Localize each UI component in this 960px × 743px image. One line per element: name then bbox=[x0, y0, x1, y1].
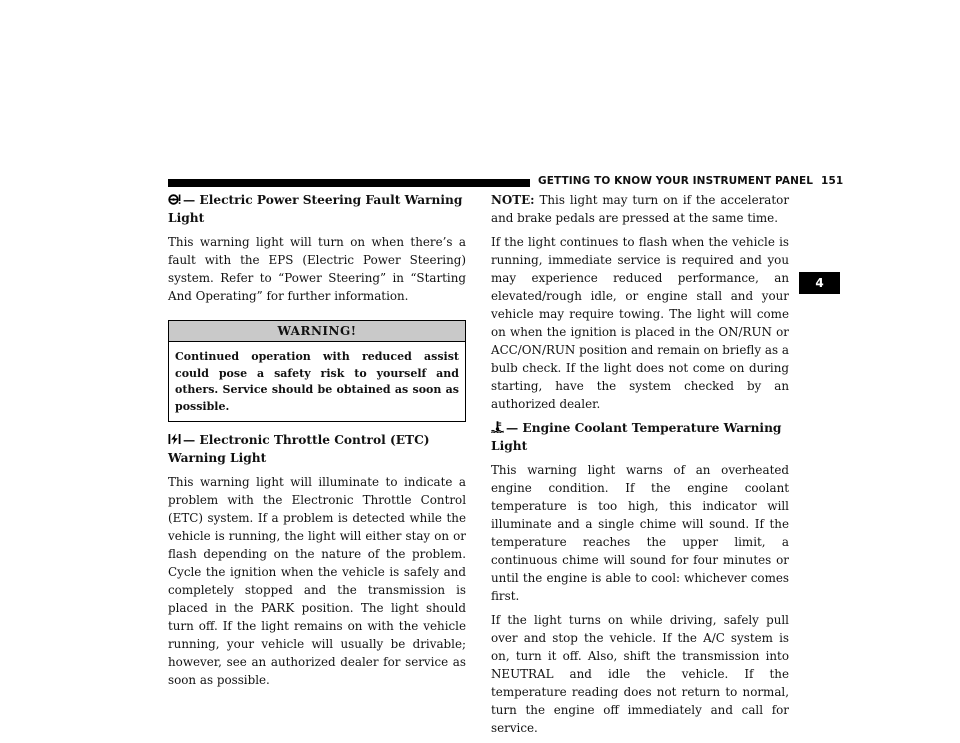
warning-title: WARNING! bbox=[169, 321, 465, 342]
coolant-heading bbox=[491, 419, 789, 455]
note-label: NOTE: bbox=[491, 193, 535, 207]
coolant-heading-text: — Engine Coolant Temperature Warning Light bbox=[491, 421, 782, 453]
left-column bbox=[168, 191, 466, 695]
etc-body: This warning light will illuminate to indicate a problem with the Electronic Throttle Control (ETC) system. If a problem is detected while the vehicle is running, the light will either stay on or flash depending on the nature of the problem. Cycle the ignition when the vehicle is safely and completely stopped and the transmission is placed in the PARK position. The light should turn off. If the light remains on with the vehicle running, your vehicle will usually be drivable; however, see an authorized dealer for service as soon as possible. bbox=[168, 475, 466, 687]
pull-over-body: If the light turns on while driving, safely pull over and stop the vehicle. If the A/C system is on, turn it off. Also, shift the transmission into NEUTRAL and idle the vehicle. If the temperature reading does not return to normal, turn the engine off immediately and call for service. bbox=[491, 613, 789, 735]
eps-heading-text: — Electric Power Steering Fault Warning Light bbox=[168, 193, 463, 225]
eps-heading bbox=[168, 191, 466, 227]
note-text: This light may turn on if the accelerator and brake pedals are pressed at the same time. bbox=[491, 193, 789, 225]
header-rule bbox=[168, 179, 530, 187]
page-number: 151 bbox=[821, 175, 844, 187]
flash-paragraph: If the light continues to flash when the vehicle is running, immediate service is required and you may experience reduced performance, an elevated/rough idle, or engine stall and your vehicle may require towing. The light will come on when the ignition is placed in the ON/RUN or ACC/ON/RUN position and remain on briefly as a bulb check. If the light does not come on during starting, have the system checked by an authorized dealer. bbox=[491, 235, 789, 411]
etc-heading bbox=[168, 431, 466, 467]
warning-text: Continued operation with reduced assist could pose a safety risk to yourself and others. Service should be obtained as soon as possible. bbox=[175, 350, 459, 413]
chapter-tab: 4 bbox=[799, 272, 840, 294]
running-header bbox=[538, 175, 844, 187]
etc-heading-text: — Electronic Throttle Control (ETC) Warning Light bbox=[168, 433, 430, 465]
eps-body: This warning light will turn on when there’s a fault with the EPS (Electric Power Steering) system. Refer to “Power Steering” in “Starting And Operating” for further information. bbox=[168, 235, 466, 303]
coolant-body: This warning light warns of an overheated engine condition. If the engine coolant temperature is too high, this indicator will illuminate and a single chime will sound. If the temperature reaches the upper limit, a continuous chime will sound for four minutes or until the engine is able to cool: whichever comes first. bbox=[491, 463, 789, 603]
header-title: GETTING TO KNOW YOUR INSTRUMENT PANEL bbox=[538, 175, 814, 187]
note-paragraph bbox=[491, 191, 789, 227]
right-column bbox=[491, 191, 789, 743]
steering-wheel-warning-icon bbox=[168, 193, 181, 205]
lightning-bolt-icon bbox=[168, 433, 181, 445]
warning-box bbox=[168, 320, 466, 422]
coolant-thermometer-icon bbox=[491, 421, 504, 433]
